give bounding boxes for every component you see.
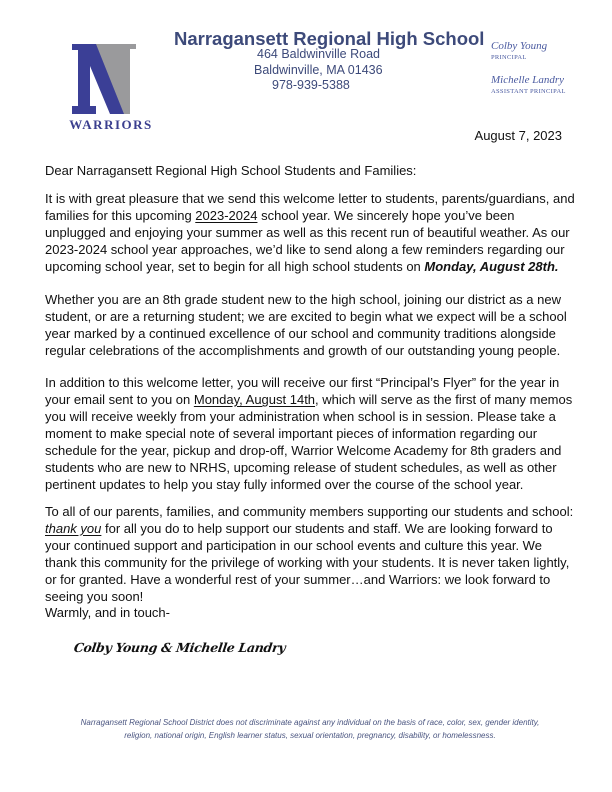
staff-assistant-principal [491, 74, 566, 95]
thank-you-emphasis: thank you [45, 521, 102, 536]
address-city: Baldwinville, MA 01436 [254, 63, 383, 77]
text: It is with great pleasure that we send this welcome letter to students, parents/guardians, and families for this upcoming [45, 191, 575, 223]
staff-name: Colby Young [491, 40, 548, 52]
flyer-date-underlined: Monday, August 14th [193, 392, 316, 407]
staff-title: PRINCIPAL [491, 54, 527, 61]
paragraph-principals-flyer [45, 374, 575, 493]
closing: Warmly, and in touch- [45, 605, 170, 620]
letter-date: August 7, 2023 [474, 128, 562, 143]
text: , which will serve as the first of many memos you will receive weekly from your administration when school is in session. Please take a moment to make special note of several important pieces of information regarding our schedule for the year, pickup and drop-off, Warrior Welcome Academy for 8th graders and students who are new to NRHS, upcoming release of student schedules, as well as other pertinent updates to help you stay fully informed over the course of the school year. [45, 392, 573, 492]
staff-principal [491, 40, 547, 61]
footer-line: religion, national origin, English learner status, sexual orientation, pregnancy, disability, or homelessness. [124, 731, 496, 740]
salutation: Dear Narragansett Regional High School Students and Families: [45, 163, 417, 178]
phone-number: 978-939-5388 [272, 78, 350, 92]
n-logo-icon [60, 40, 160, 118]
start-date-emphasis: Monday, August 28th. [424, 259, 559, 274]
logo-warriors-text: WARRIORS [69, 117, 153, 132]
school-year-underlined: 2023-2024 [195, 208, 258, 223]
footer-line: Narragansett Regional School District does not discriminate against any individual on the basis of race, color, sex, gender identity, [80, 718, 540, 727]
school-name: Narragansett Regional High School [174, 28, 485, 49]
staff-name: Michelle Landry [491, 74, 565, 86]
text: for all you do to help support our students and staff. We are looking forward to your continued support and participation in our school events and culture this year. We thank this community for the privilege of working with your students. It is never taken lightly, or for granted. Have a wonderful rest of your summer…and Warriors: we look forward to seeing you soon! [45, 521, 570, 604]
paragraph-thank-you [45, 503, 575, 605]
staff-title: ASSISTANT PRINCIPAL [491, 88, 566, 95]
address-street: 464 Baldwinville Road [257, 47, 380, 61]
paragraph-students: Whether you are an 8th grade student new to the high school, joining our district as a new student, or are a returning student; we are excited to begin what we expect will be a school year marked by a continued excellence of our school and community traditions alongside regular celebrations of the accomplishments and growth of our outstanding young people. [45, 292, 567, 358]
text: school year. We sincerely hope you’ve been unplugged and enjoying your summer as well as this recent run of beautiful weather. As our 2023-2024 school year approaches, we’d like to send along a few reminders regarding our upcoming school year, set to begin for all high school students on [45, 208, 570, 274]
nondiscrimination-footer [60, 716, 560, 742]
text: In addition to this welcome letter, you will receive our first “Principal’s Flyer” for the year in your email sent to you on [45, 375, 560, 407]
signature: Colby Young & Michelle Landry [72, 640, 287, 655]
text: To all of our parents, families, and community members supporting our students and school: [45, 504, 574, 519]
paragraph-welcome [45, 190, 575, 275]
warriors-logo [60, 40, 160, 135]
